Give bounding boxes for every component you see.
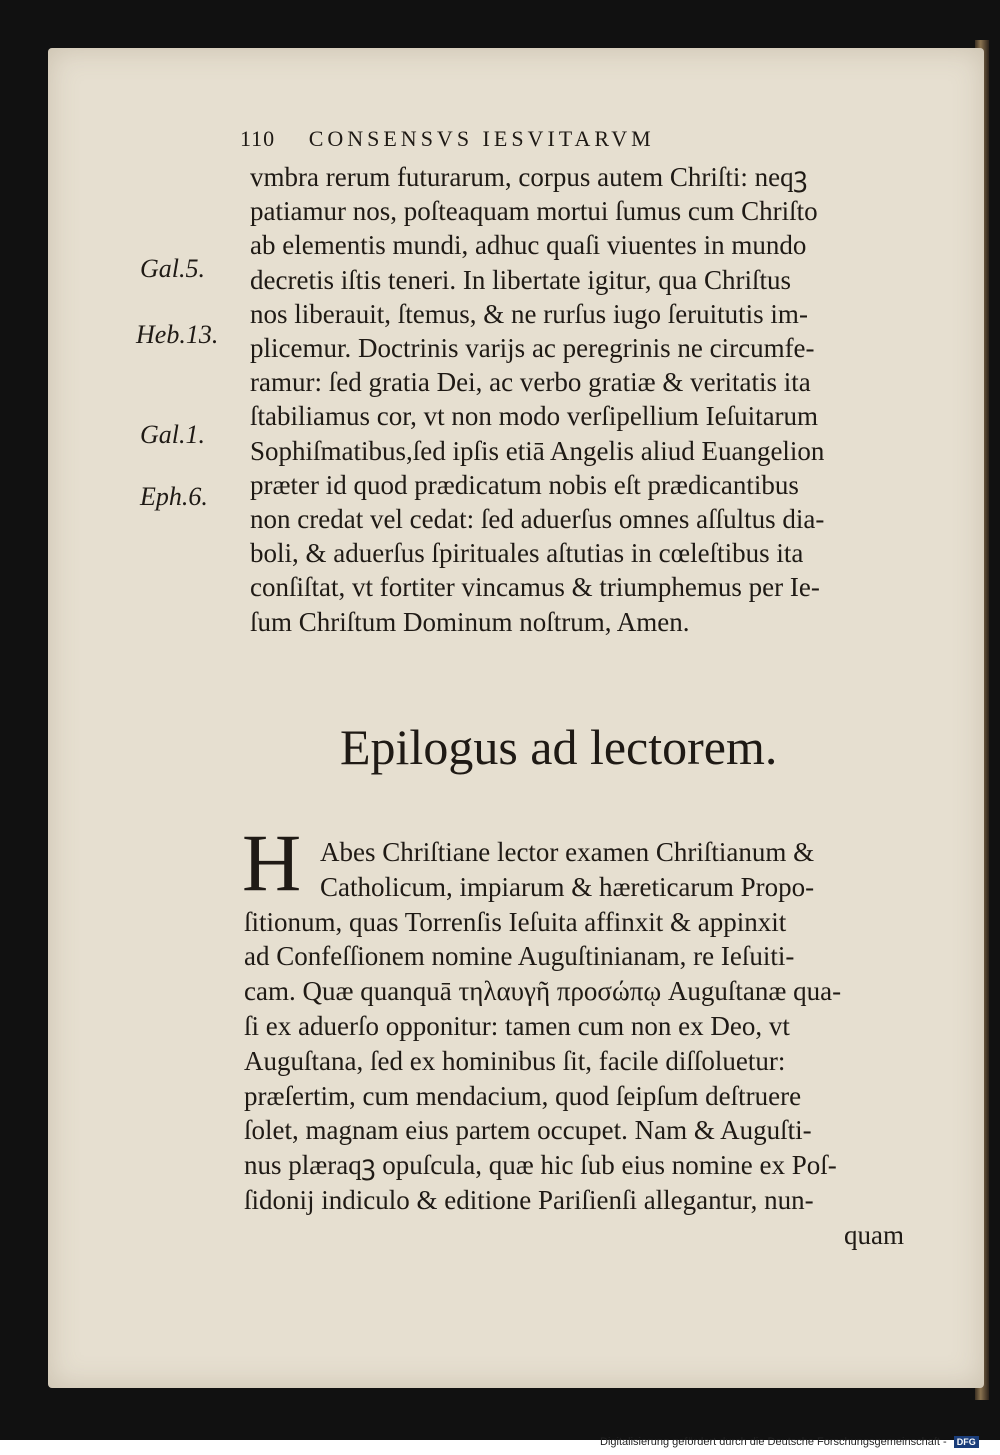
text-line: Abes Chriſtiane lector examen Chriſtianum & bbox=[320, 837, 815, 867]
text-line: nos liberauit, ſtemus, & ne rurſus iugo ſeruitutis im- bbox=[250, 298, 808, 329]
margin-note-heb13: Heb.13. bbox=[136, 320, 219, 349]
margin-note-eph6: Eph.6. bbox=[140, 482, 208, 511]
text-line: ſtabiliamus cor, vt non modo verſipellium Ieſuitarum bbox=[250, 401, 819, 432]
footer-text: Digitalisierung gefördert durch die Deutsche Forschungsgemeinschaft - bbox=[600, 1436, 947, 1448]
text-line: ſi ex aduerſo opponitur: tamen cum non ex Deo, vt bbox=[244, 1010, 790, 1041]
text-line: præter id quod prædicatum nobis eſt prædicantibus bbox=[250, 469, 799, 500]
epilogue-heading: Epilogus ad lectorem. bbox=[340, 719, 778, 775]
margin-note-gal5: Gal.5. bbox=[140, 254, 205, 283]
text-line: ſitionum, quas Torrenſis Ieſuita affinxit & appinxit bbox=[244, 906, 787, 937]
text-line: ſum Chriſtum Dominum noſtrum, Amen. bbox=[250, 606, 690, 637]
text-line: Catholicum, impiarum & hæreticarum Propo- bbox=[320, 871, 815, 902]
digitization-footer bbox=[600, 1436, 979, 1448]
text-line: Auguſtana, ſed ex hominibus ſit, facile diſſoluetur: bbox=[244, 1045, 786, 1076]
text-line: vmbra rerum futurarum, corpus autem Chriſti: neqꝫ bbox=[250, 162, 808, 192]
page-number: 110 bbox=[240, 126, 276, 151]
margin-note-gal1: Gal.1. bbox=[140, 420, 205, 449]
text-line: boli, & aduerſus ſpirituales aſtutias in cœleſtibus ita bbox=[250, 538, 804, 569]
catchword: quam bbox=[844, 1219, 904, 1250]
running-header bbox=[240, 126, 820, 152]
epilogue-text-block bbox=[244, 835, 914, 1253]
main-text-block bbox=[250, 160, 920, 639]
text-line: præſertim, cum mendacium, quod ſeipſum deſtruere bbox=[244, 1080, 802, 1111]
text-line: patiamur nos, poſteaquam mortui ſumus cum Chriſto bbox=[250, 196, 818, 227]
text-line: plicemur. Doctrinis varijs ac peregrinis ne circumfe- bbox=[250, 333, 815, 364]
running-title: CONSENSVS IESVITARVM bbox=[308, 126, 655, 151]
text-line: ſidonij indiculo & editione Pariſienſi allegantur, nun- bbox=[244, 1184, 814, 1215]
text-line: cam. Quæ quanquā τηλαυγῆ προσώπῳ Auguſtanæ qua- bbox=[244, 976, 842, 1007]
text-line: ſolet, magnam eius partem occupet. Nam & Auguſti- bbox=[244, 1115, 812, 1146]
text-line: non credat vel cedat: ſed aduerſus omnes aſſultus dia- bbox=[250, 504, 825, 535]
text-line: conſiſtat, vt fortiter vincamus & triumphemus per Ie- bbox=[250, 572, 820, 603]
dfg-logo: DFG bbox=[954, 1436, 979, 1448]
text-line: nus plæraqꝫ opuſcula, quæ hic ſub eius nomine ex Poſ- bbox=[244, 1150, 837, 1181]
drop-cap: H bbox=[242, 817, 302, 908]
text-line: decretis iſtis teneri. In libertate igitur, qua Chriſtus bbox=[250, 264, 792, 295]
text-line: Sophiſmatibus,ſed ipſis etiā Angelis aliud Euangelion bbox=[250, 435, 825, 466]
text-line: ad Confeſſionem nomine Auguſtinianam, re Ieſuiti- bbox=[244, 941, 795, 972]
text-line: ab elementis mundi, adhuc quaſi viuentes in mundo bbox=[250, 230, 807, 261]
text-line: ramur: ſed gratia Dei, ac verbo gratiæ & veritatis ita bbox=[250, 367, 811, 398]
